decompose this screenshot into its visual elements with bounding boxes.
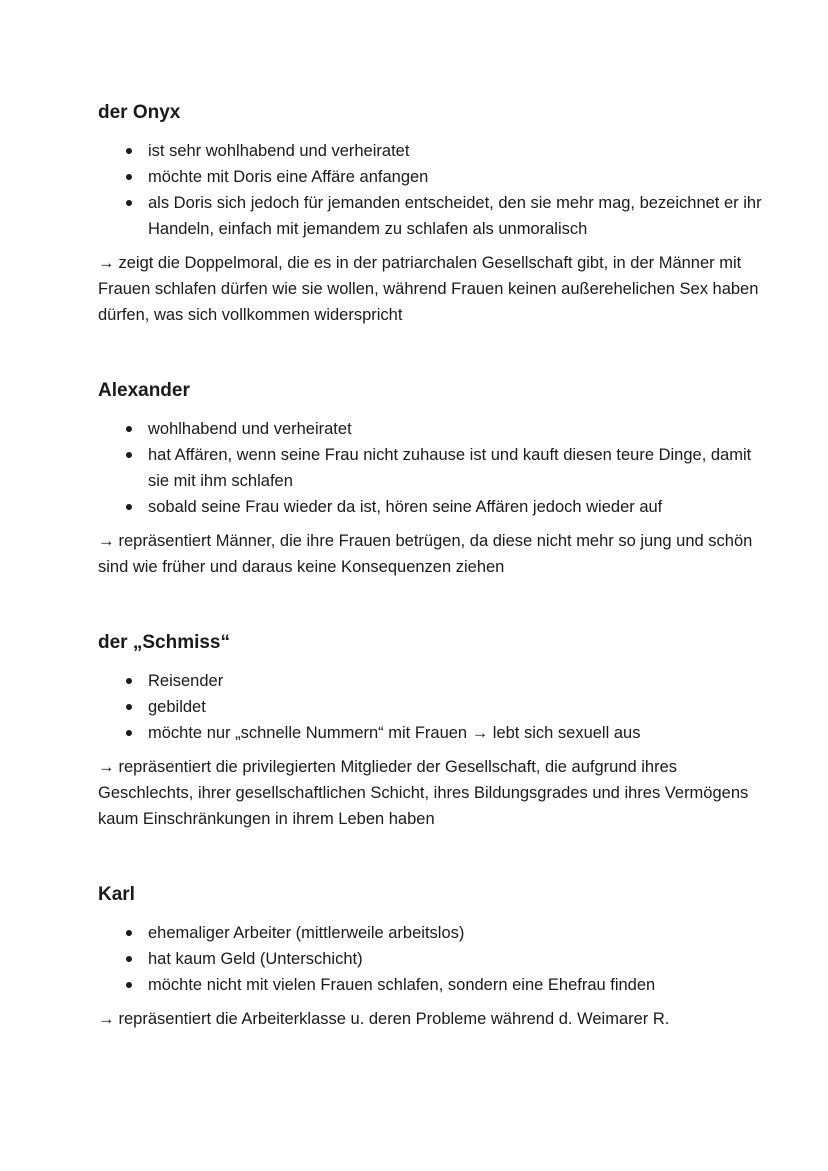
- section-alexander: [98, 378, 768, 580]
- section-title: der Onyx: [98, 102, 181, 123]
- bullet-list: [98, 668, 768, 746]
- section-summary: [98, 1006, 768, 1032]
- bullet-icon: [126, 930, 132, 936]
- list-item-text: ist sehr wohlhabend und verheiratet: [148, 142, 410, 160]
- arrow-icon: →: [98, 532, 115, 550]
- bullet-icon: [126, 956, 132, 962]
- arrow-icon: →: [98, 758, 115, 776]
- list-item-text: hat kaum Geld (Unterschicht): [148, 950, 363, 968]
- list-item-text: möchte mit Doris eine Affäre anfangen: [148, 168, 429, 186]
- summary-text: repräsentiert Männer, die ihre Frauen betrügen, da diese nicht mehr so jung und schön sind wie früher und daraus keine Konsequenzen ziehen: [98, 532, 753, 576]
- list-item: [126, 720, 768, 746]
- list-item-text: wohlhabend und verheiratet: [148, 420, 352, 438]
- bullet-icon: [126, 678, 132, 684]
- list-item: [126, 694, 768, 720]
- bullet-icon: [126, 200, 132, 206]
- summary-text: repräsentiert die privilegierten Mitglieder der Gesellschaft, die aufgrund ihres Geschlechts, ihrer gesellschaftlichen Schicht, ihres Bildungsgrades und ihres Vermögens kaum Einschränkungen in ihrem Leben haben: [98, 758, 749, 828]
- list-item: [126, 972, 768, 998]
- summary-text: zeigt die Doppelmoral, die es in der patriarchalen Gesellschaft gibt, in der Männer mit Frauen schlafen dürfen wie sie wollen, während Frauen keinen außerehelichen Sex haben dürfen, was sich vollkommen widerspricht: [98, 254, 759, 324]
- bullet-icon: [126, 704, 132, 710]
- section-title: Alexander: [98, 380, 190, 401]
- list-item-text: möchte nur „schnelle Nummern“ mit Frauen → lebt sich sexuell aus: [148, 724, 641, 742]
- list-item-text: ehemaliger Arbeiter (mittlerweile arbeitslos): [148, 924, 465, 942]
- bullet-icon: [126, 730, 132, 736]
- list-item-text: sobald seine Frau wieder da ist, hören seine Affären jedoch wieder auf: [148, 498, 663, 516]
- list-item: [126, 946, 768, 972]
- bullet-icon: [126, 148, 132, 154]
- bullet-list: [98, 416, 768, 520]
- list-item-text: hat Affären, wenn seine Frau nicht zuhause ist und kauft diesen teure Dinge, damit sie mit ihm schlafen: [148, 446, 752, 490]
- section-summary: [98, 528, 768, 580]
- bullet-icon: [126, 174, 132, 180]
- bullet-list: [98, 138, 768, 242]
- section-summary: [98, 250, 768, 328]
- list-item-text: möchte nicht mit vielen Frauen schlafen, sondern eine Ehefrau finden: [148, 976, 656, 994]
- section-spacer: [98, 832, 768, 882]
- bullet-icon: [126, 452, 132, 458]
- list-item: [126, 416, 768, 442]
- section-onyx: [98, 100, 768, 328]
- list-item: [126, 494, 768, 520]
- section-summary: [98, 754, 768, 832]
- section-title: der „Schmiss“: [98, 632, 230, 653]
- list-item: [126, 442, 768, 494]
- list-item: [126, 164, 768, 190]
- section-schmiss: [98, 630, 768, 832]
- list-item-text: als Doris sich jedoch für jemanden entscheidet, den sie mehr mag, bezeichnet er ihr Handeln, einfach mit jemandem zu schlafen als unmoralisch: [148, 194, 762, 238]
- bullet-icon: [126, 982, 132, 988]
- section-spacer: [98, 328, 768, 378]
- section-spacer: [98, 580, 768, 630]
- section-title: Karl: [98, 884, 135, 905]
- list-item: [126, 138, 768, 164]
- bullet-icon: [126, 426, 132, 432]
- arrow-icon: →: [98, 254, 115, 272]
- list-item-text: Reisender: [148, 672, 224, 690]
- bullet-list: [98, 920, 768, 998]
- section-karl: [98, 882, 768, 1032]
- list-item-text: gebildet: [148, 698, 206, 716]
- summary-text: repräsentiert die Arbeiterklasse u. deren Probleme während d. Weimarer R.: [118, 1010, 670, 1028]
- list-item: [126, 668, 768, 694]
- list-item: [126, 920, 768, 946]
- bullet-icon: [126, 504, 132, 510]
- list-item: [126, 190, 768, 242]
- arrow-icon: →: [98, 1010, 115, 1028]
